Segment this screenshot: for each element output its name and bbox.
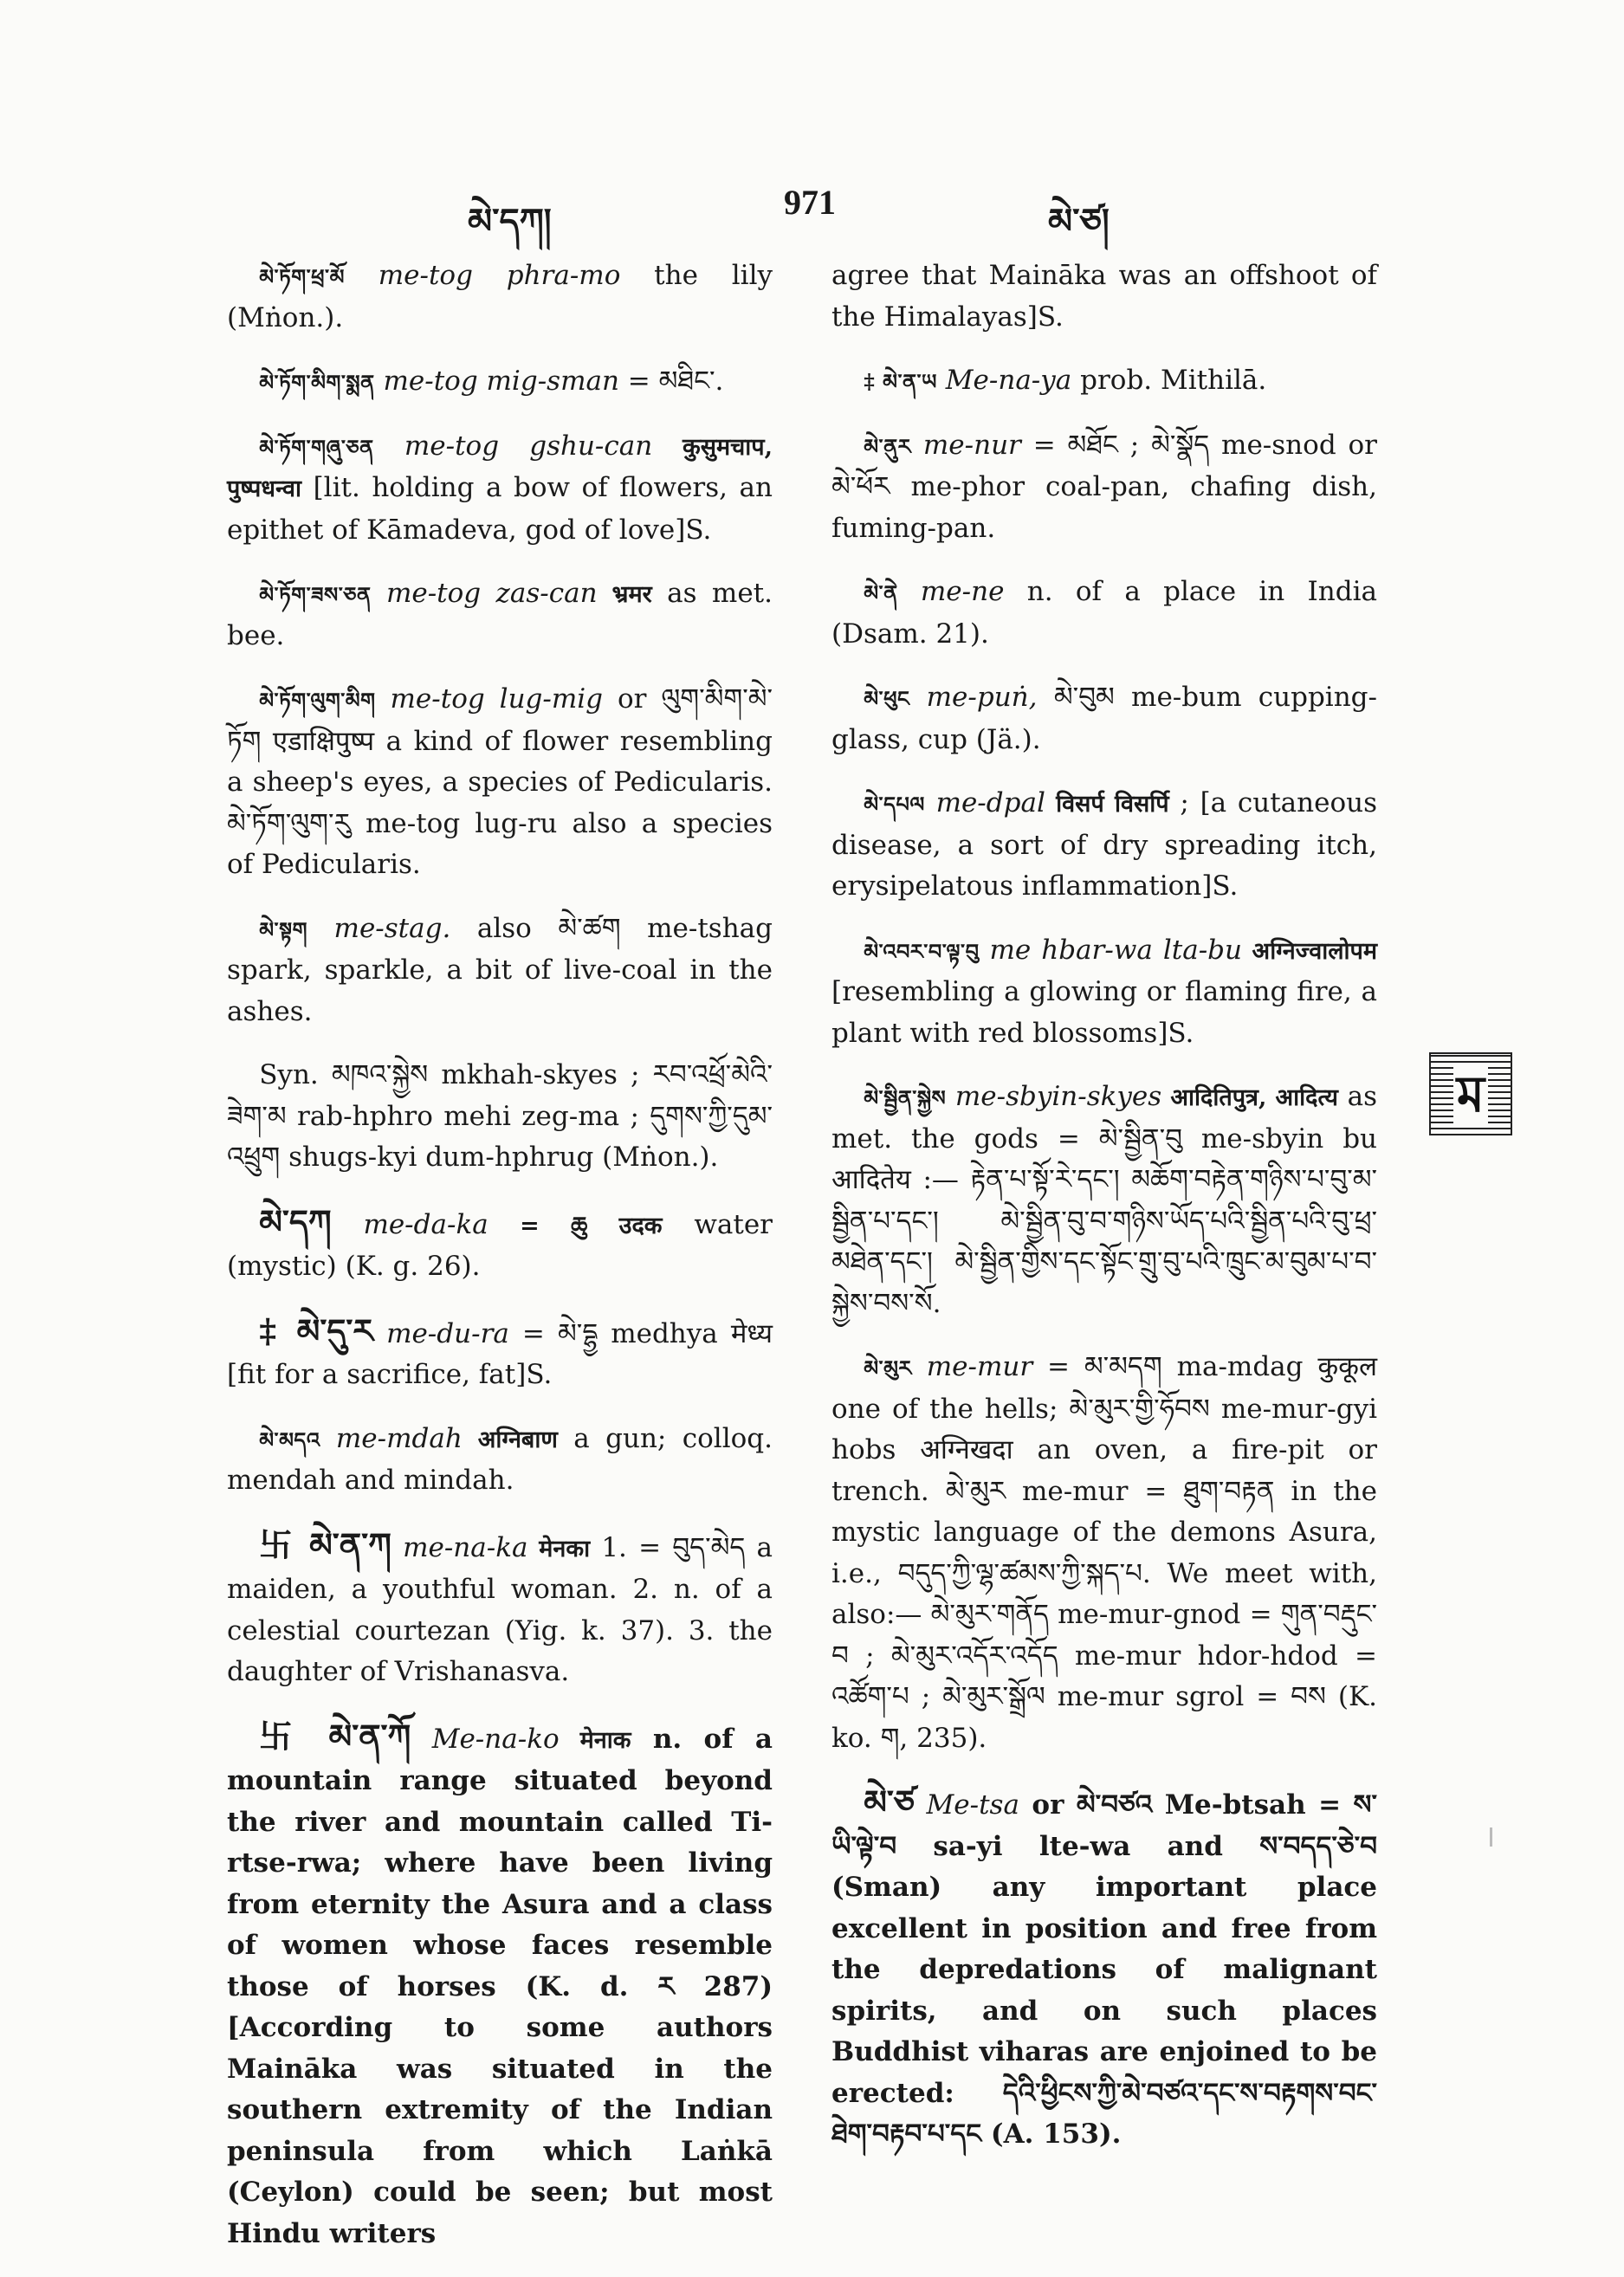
headword-tibetan: མེ་མུར <box>864 1355 912 1381</box>
headword-tibetan: 卐 མེ་ན་ཀ <box>259 1524 391 1564</box>
entry-me-pun <box>831 677 1377 760</box>
headword-roman: me-ne <box>920 576 1005 607</box>
page-header <box>0 182 1624 242</box>
entry-me-tog-gshu-can <box>227 426 773 552</box>
headword-tibetan: མེ་མདའ <box>259 1426 320 1452</box>
entry-me-du-ra <box>227 1310 773 1396</box>
definition: 1. = བུད་མེད a maiden, a youthful woman. 2. n. of a celestial courtezan (Yig. k. 37). 3. the daughter of Vrishanasva. <box>227 1531 773 1687</box>
left-column <box>227 256 773 2277</box>
headword-roman: Me-tsa <box>926 1789 1019 1821</box>
definition: [lit. holding a bow of flowers, an epithet of Kāmadeva, god of love]S. <box>227 472 773 546</box>
entry-me-na-ka <box>227 1524 773 1693</box>
entry-me-tog-mig-sman <box>227 361 773 404</box>
definition: མེ་བུམ me-bum cupping-glass, cup (Jä.). <box>831 682 1377 755</box>
headword-tibetan: 卐 མེ་ན་ཀོ <box>259 1716 411 1756</box>
entry-me-tog-lug-mig <box>227 679 773 886</box>
definition: as met. the gods = མེ་སྦྱིན་བུ me-sbyin bu आदितेय :— རྟེན་པ་སྟོ་རེ་དང་། མཆོག་བརྟེན་གཉིས་པ་བུ་མ་སྦྱིན་པ་དང་། མེ་སྦྱིན་བུ་བ་གཉིས་ཡོད་པའི་སྦྱིན་པའི་བུ་ཕྲ་མཐེན་དང་། མེ་སྦྱིན་གྱིས་དང་སྟོང་གྲུ་བུ་པའི་ཁྲུང་མ་བུམ་པ་བ་སྐྱེས་བས་སོ. <box>831 1081 1377 1319</box>
headword-roman: me-tog mig-sman <box>383 365 619 397</box>
entry-me-dpal <box>831 783 1377 908</box>
definition: n. of a mountain range situated beyond the river and mountain called Ti-rtse-rwa; where have been living from eternity the Asura and a class of women whose faces resemble those of horses (K. d. ར 287) [According to some authors Maināka was situated in the southern extremity of the Indian peninsula from which Laṅkā (Ceylon) could be seen; but most Hindu writers <box>227 1723 773 2249</box>
sanskrit-equivalent: अग्निबाण <box>462 1426 558 1453</box>
headword-roman: me-stag. <box>333 912 451 944</box>
definition: = མ་མདག ma-mdag कुकूल one of the hells; མེ་མུར་གྱི་ཧོབས me-mur-gyi hobs अग्निखदा an oven, a fire-pit or trench. མེ་མུར me-mur = ཐུག་བརྟན in the mystic language of the demons Asura, i.e., བདུད་ཀྱི་ལྷ་ཚམས་ཀྱི་སྐད་པ. We meet with, also:— མེ་མུར་གནོད me-mur-gnod = གུན་བརྡུང་བ ; མེ་མུར་འདོར་འདོད me-mur hdor-hdod = འཚོག་པ ; མེ་མུར་སྒྲོལ me-mur sgrol = བས (K. ko. ག, 235). <box>831 1351 1377 1754</box>
header-right-catchword: མེ་ཙ། <box>1048 201 1110 242</box>
headword-roman: me-sbyin-skyes <box>954 1081 1162 1112</box>
sanskrit-equivalent: आदितिपुत्र, आदित्य <box>1161 1084 1338 1111</box>
headword-roman: me-mur <box>926 1351 1033 1382</box>
entry-me-nur <box>831 425 1377 550</box>
headword-roman: me-nur <box>922 429 1021 461</box>
definition: = མཐོང ; མེ་སྣོད me-snod or མེ་ཕོར me-phor coal-pan, chafing dish, fuming-pan. <box>831 429 1377 544</box>
sanskrit-equivalent: = ཆུ उदक <box>488 1212 663 1239</box>
definition: prob. Mithilā. <box>1071 365 1267 396</box>
entry-me-hbar-wa <box>831 930 1377 1055</box>
definition: ; [a cutaneous disease, a sort of dry spreading itch, erysipelatous inflammation]S. <box>831 787 1378 902</box>
headword-roman: me hbar-wa lta-bu <box>989 934 1242 966</box>
headword-tibetan: མེ་ནེ <box>864 580 898 605</box>
entry-me-tog-zas-can <box>227 573 773 657</box>
entry-continuation <box>831 256 1377 338</box>
headword-tibetan: མེ་འབར་བ་ལྟ་བུ <box>864 938 980 964</box>
headword-roman: me-tog lug-mig <box>390 683 604 715</box>
header-left-catchword: མེ་དཀ། <box>468 201 552 242</box>
definition: མཁའ་སྐྱེས mkhah-skyes ; རབ་འཕྲོ་མེའི་ཟེག་མ rab-hphro mehi zeg-ma ; དུགས་ཀྱི་དུམ་འཕྲུག shugs-kyi dum-hphrug (Mṅon.). <box>227 1059 773 1173</box>
headword-tibetan: མེ་སྟག <box>259 916 307 942</box>
headword-tibetan: མེ་དཀ <box>259 1201 332 1241</box>
entry-me-sbyin-skyes <box>831 1077 1377 1324</box>
headword-tibetan: མེ་ཏོག་མིག་སྨན <box>259 370 375 395</box>
headword-roman: me-du-ra <box>386 1317 509 1349</box>
headword-tibetan: མེ་ནུར <box>864 433 912 459</box>
entry-me-mur <box>831 1347 1377 1759</box>
sanskrit-equivalent: मेनका <box>527 1535 591 1562</box>
headword-tibetan: མེ་ཕུང <box>864 686 910 711</box>
headword-tibetan: མེ་ཏོག་ཕྲ་མོ <box>259 264 345 289</box>
headword-tibetan: ‡ མེ་དུ་ར <box>259 1310 373 1350</box>
definition: agree that Maināka was an offshoot of the Himalayas]S. <box>831 260 1377 333</box>
sanskrit-equivalent: अग्निज्वालोपम <box>1242 937 1377 965</box>
headword-roman: Me-na-ko <box>431 1723 560 1755</box>
definition: a gun; colloq. mendah and mindah. <box>227 1422 773 1496</box>
right-column <box>831 256 1377 2178</box>
headword-roman: me-na-ka <box>403 1531 528 1563</box>
definition: water (mystic) (K. g. 26). <box>227 1208 773 1282</box>
headword-tibetan: ‡ མེ་ན་ཡ <box>864 369 937 394</box>
headword-tibetan: མེ་དཔལ <box>864 792 925 817</box>
headword-tibetan: མེ་ཏོག་ལུག་མིག <box>259 688 376 713</box>
sanskrit-equivalent: भ्रमर <box>597 581 652 608</box>
headword-roman: me-tog gshu-can <box>404 430 653 462</box>
definition: also མེ་ཚག me-tshag spark, sparkle, a bit of live-coal in the ashes. <box>227 912 773 1027</box>
entry-me-tog-phra-mo <box>227 256 773 339</box>
thumb-index-letter: ম <box>1453 1064 1488 1123</box>
entry-me-mdah <box>227 1419 773 1502</box>
definition: = མེ་དྷྱ medhya मेध्य [fit for a sacrifice, fat]S. <box>227 1317 773 1390</box>
headword-roman: me-tog zas-can <box>385 578 598 609</box>
sanskrit-equivalent: कुसुमचाप, पुष्पधन्वा <box>227 433 773 502</box>
headword-roman: Me-na-ya <box>945 365 1072 396</box>
definition: n. of a place in India (Dsam. 21). <box>831 576 1377 650</box>
headword-tibetan: མེ་ཏོག་གཞུ་ཅན <box>259 434 374 460</box>
entry-me-stag <box>227 909 773 1033</box>
scan-mark <box>1490 1827 1492 1847</box>
definition: or ལུག་མིག་མེ་ཏོག एडाक्षिपुष्प a kind of flower resembling a sheep's eyes, a species of Pedicularis. མེ་ཏོག་ལུག་རུ me-tog lug-ru also a species of Pedicularis. <box>227 683 773 880</box>
definition: as met. bee. <box>227 578 773 651</box>
headword-tibetan: མེ་ཏོག་ཟས་ཅན <box>259 582 372 607</box>
definition: [resembling a glowing or flaming fire, a plant with red blossoms]S. <box>831 976 1377 1049</box>
entry-me-na-ko <box>227 1716 773 2255</box>
entry-synonyms <box>227 1055 773 1179</box>
headword-roman: me-mdah <box>335 1422 463 1454</box>
headword-roman: me-puṅ, <box>926 682 1038 713</box>
entry-me-na-ya <box>831 360 1377 403</box>
definition: = མཐིང་. <box>618 365 724 397</box>
synonym-label: Syn. <box>259 1059 319 1090</box>
definition: or མེ་བཙའ Me-btsah = ས་ཡི་ལྟེ་བ sa-yi lte-wa and ས་བདད་ཅེ་བ (Sman) any important place excellent in position and free from the depredations of malignant spirits, and on such places Buddhist viharas are enjoined to be erected: དེའི་ཕྱིངས་ཀྱི་མེ་བཙའ་དང་ས་བརྟགས་བང་ཐེག་བརྟབ་པ་དང (A. 153). <box>831 1789 1377 2150</box>
entry-me-tsa <box>831 1782 1377 2156</box>
entry-me-ne <box>831 572 1377 655</box>
sanskrit-equivalent: मेनाक <box>559 1726 631 1754</box>
page-number: 971 <box>784 183 836 222</box>
thumb-index-tab <box>1429 1052 1512 1135</box>
entry-me-da-ka <box>227 1201 773 1288</box>
definition: the lily (Mṅon.). <box>227 260 773 333</box>
sanskrit-equivalent: विसर्प विसर्पि <box>1045 791 1169 818</box>
headword-roman: me-dpal <box>935 787 1045 818</box>
headword-tibetan: མེ་སྦྱིན་སྐྱེས <box>864 1085 947 1110</box>
headword-roman: me-tog phra-mo <box>378 260 621 291</box>
headword-tibetan: མེ་ཙ <box>864 1782 916 1821</box>
headword-roman: me-da-ka <box>363 1208 488 1240</box>
